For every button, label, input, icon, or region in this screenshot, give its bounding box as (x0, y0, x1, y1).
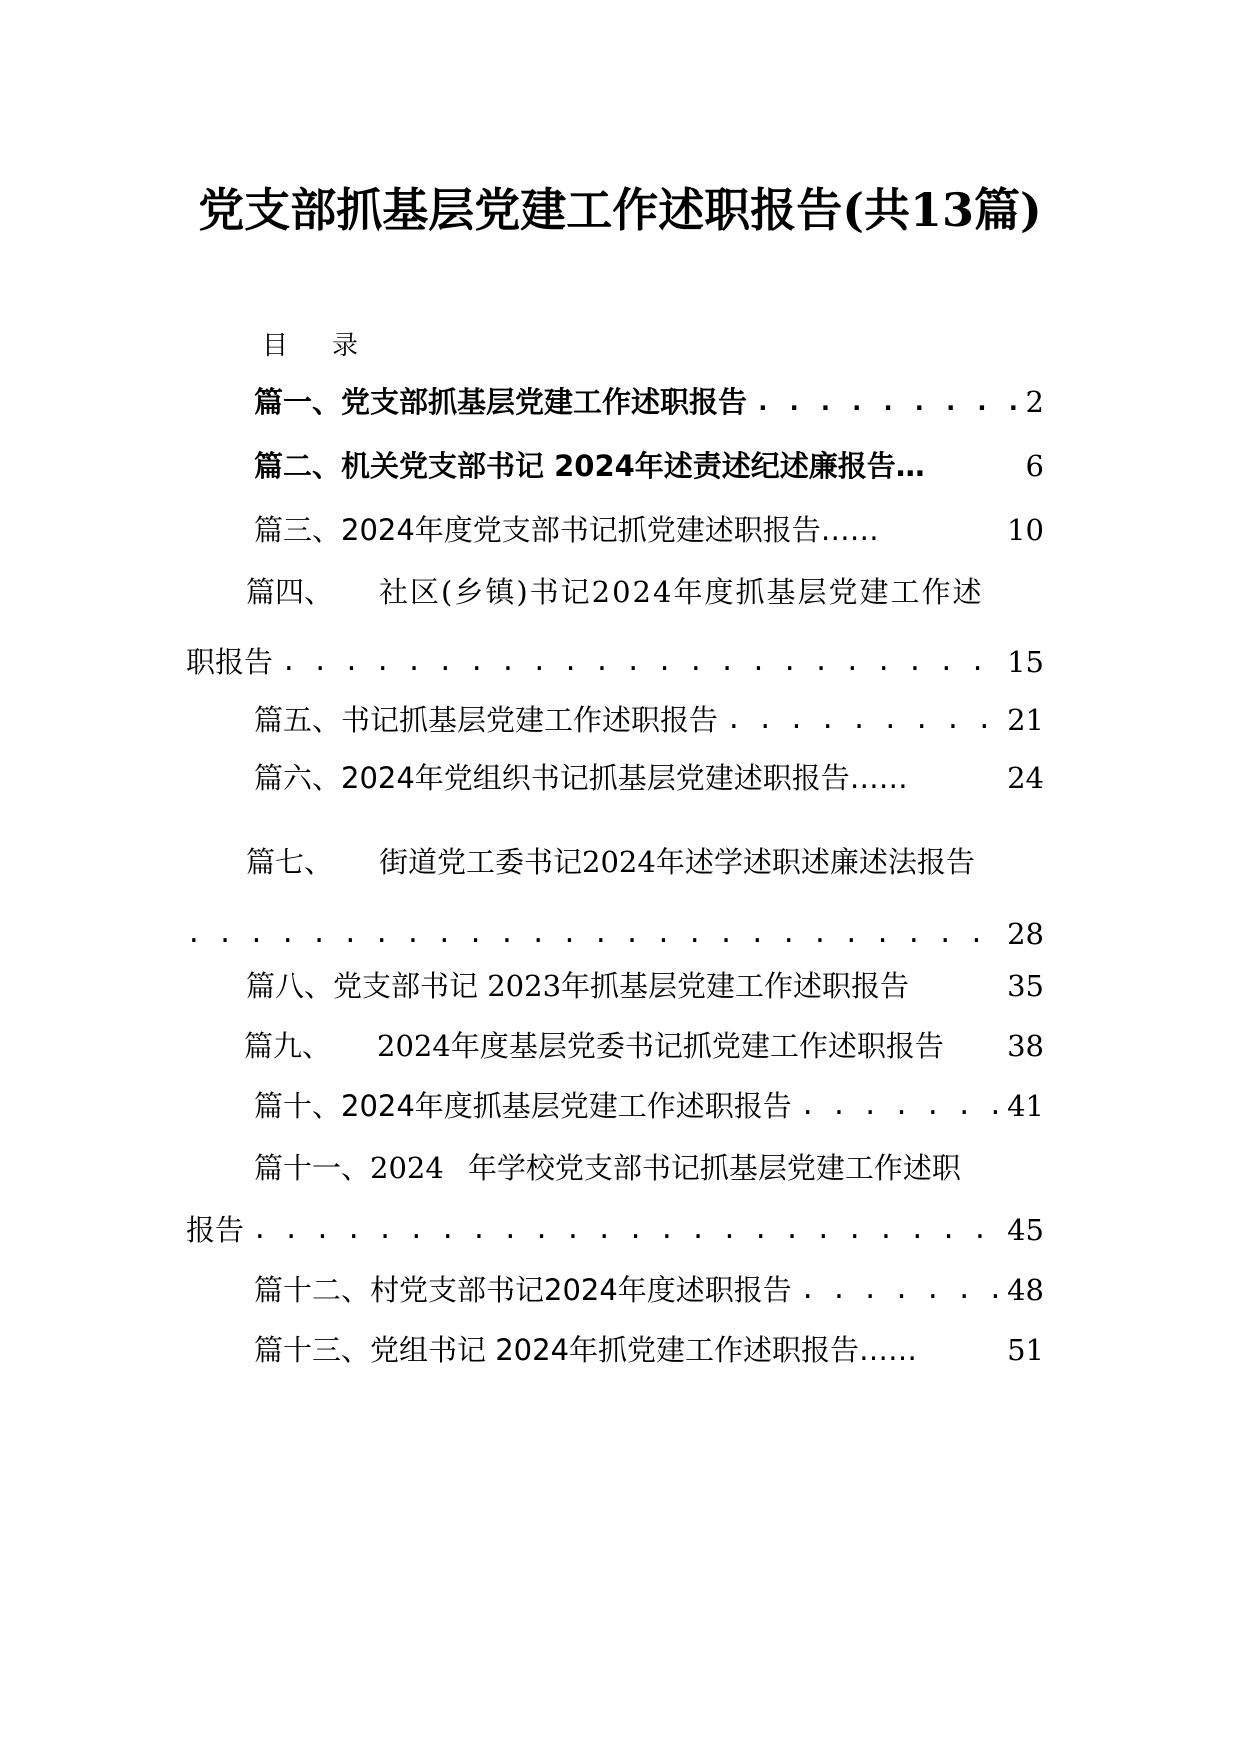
toc-entry-page: 41 (1007, 1089, 1044, 1123)
toc-entry-label: 篇三、2024年度党支部书记抓党建述职报告…… (254, 513, 879, 547)
toc-entry-4-continued[interactable] (186, 640, 1044, 684)
toc-entry-label-continued: 报告 (186, 1213, 245, 1247)
toc-entry-label: 篇十三、党组书记 2024年抓党建工作述职报告…… (254, 1333, 918, 1367)
toc-entry-10[interactable] (254, 1084, 1044, 1128)
toc-entry-page: 45 (1007, 1213, 1044, 1247)
toc-entry-label: 年学校党支部书记抓基层党建工作述职 (467, 1151, 961, 1185)
toc-leader-dots (726, 698, 999, 742)
toc-leader-dots (186, 912, 996, 956)
toc-entry-page: 21 (1007, 703, 1044, 737)
toc-entry-page: 48 (1007, 1273, 1044, 1307)
toc-entry-page: 10 (1007, 513, 1044, 547)
toc-entry-9[interactable] (244, 1024, 1044, 1068)
toc-entry-7[interactable] (246, 840, 1044, 884)
toc-entry-4[interactable] (246, 570, 1044, 614)
toc-entry-page: 38 (1007, 1029, 1044, 1063)
toc-entry-label: 2024年度基层党委书记抓党建工作述职报告 (377, 1029, 944, 1063)
toc-entry-13[interactable] (254, 1328, 1044, 1372)
toc-entry-page: 15 (1007, 645, 1044, 679)
toc-leader-dots (755, 380, 1018, 424)
toc-entry-page: 28 (1007, 917, 1044, 951)
toc-entry-11-continued[interactable] (186, 1208, 1044, 1252)
toc-entry-page: 51 (1007, 1333, 1044, 1367)
toc-entry-page: 35 (1007, 969, 1044, 1003)
toc-entry-label: 篇八、党支部书记 2023年抓基层党建工作述职报告 (246, 969, 910, 1003)
toc-entry-11[interactable] (254, 1146, 1044, 1190)
toc-heading: 目录 (262, 331, 403, 361)
toc-entry-page: 2 (1025, 385, 1044, 419)
toc-entry-page: 24 (1007, 761, 1044, 795)
toc-entry-1[interactable] (254, 380, 1044, 424)
toc-entry-page: 6 (1025, 449, 1044, 483)
toc-entry-label: 篇十二、村党支部书记2024年度述职报告 (254, 1273, 792, 1307)
toc-entry-label: 街道党工委书记2024年述学述职述廉述法报告 (379, 845, 975, 879)
toc-entry-7-continued[interactable] (186, 912, 1044, 956)
toc-entry-5[interactable] (254, 698, 1044, 742)
toc-entry-6[interactable] (254, 756, 1044, 800)
toc-entry-label-prefix: 篇十一、2024 (254, 1151, 444, 1185)
toc-entry-3[interactable] (254, 508, 1044, 552)
toc-leader-dots (800, 1084, 999, 1128)
toc-leader-dots (281, 640, 999, 684)
toc-entry-label-prefix: 篇九、 (244, 1029, 332, 1063)
toc-entry-label-prefix: 篇七、 (246, 845, 334, 879)
toc-entry-12[interactable] (254, 1268, 1044, 1312)
document-title: 党支部抓基层党建工作述职报告(共13篇) (198, 183, 1042, 237)
toc-entry-label: 篇一、党支部抓基层党建工作述职报告 (254, 385, 748, 419)
toc-entry-label: 篇六、2024年党组织书记抓基层党建述职报告…… (254, 761, 908, 795)
toc-leader-dots (800, 1268, 999, 1312)
toc-entry-label: 篇二、机关党支部书记 2024年述责述纪述廉报告… (254, 449, 925, 483)
toc-leader-dots (252, 1208, 996, 1252)
toc-entry-2[interactable] (254, 444, 1044, 488)
toc-entry-label: 篇五、书记抓基层党建工作述职报告 (254, 703, 719, 737)
toc-entry-label-prefix: 篇四、 (246, 575, 334, 609)
toc-entry-8[interactable] (246, 964, 1044, 1008)
toc-entry-label-continued: 职报告 (186, 645, 274, 679)
toc-entry-label: 社区(乡镇)书记2024年度抓基层党建工作述 (379, 575, 984, 609)
toc-entry-label: 篇十、2024年度抓基层党建工作述职报告 (254, 1089, 792, 1123)
